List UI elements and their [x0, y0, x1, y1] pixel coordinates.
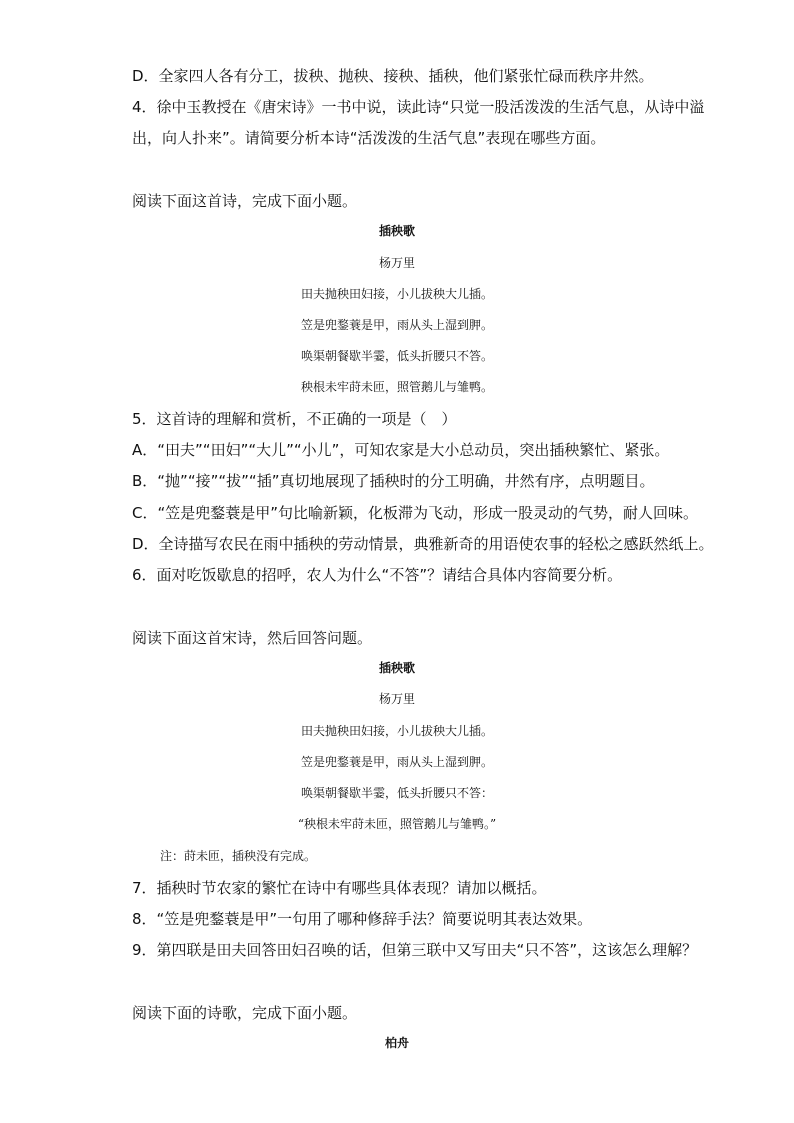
- poem-1-line-4: 秧根未牢莳未匝，照管鹅儿与雏鸭。: [300, 380, 493, 394]
- question-9: 9．第四联是田夫回答田妇召唤的话，但第三联中又写田夫“只不答”，这该怎么理解？: [132, 941, 698, 959]
- question-6: 6．面对吃饭歇息的招呼，农人为什么“不答”？请结合具体内容简要分析。: [132, 566, 623, 584]
- poem-1-line-2: 笠是兜鍪蓑是甲，雨从头上湿到胛。: [300, 318, 493, 332]
- poem-author-1: 杨万里: [378, 256, 415, 270]
- question-8: 8．“笠是兜鍪蓑是甲”一句用了哪种修辞手法？简要说明其表达效果。: [132, 910, 593, 928]
- option-d: D．全家四人各有分工，拔秧、抛秧、接秧、插秧，他们紧张忙碌而秩序井然。: [132, 67, 654, 85]
- poem-1-line-3: 唤渠朝餐歇半霎，低头折腰只不答。: [300, 349, 493, 363]
- reading-intro-1: 阅读下面这首诗，完成下面小题。: [132, 192, 358, 210]
- question-5-option-a: A．“田夫”“田妇”“大儿”“小儿”，可知农家是大小总动员，突出插秧繁忙、紧张。: [132, 441, 670, 459]
- question-5-option-c: C．“笠是兜鍪蓑是甲”句比喻新颖，化板滞为飞动，形成一股灵动的气势，耐人回味。: [132, 504, 699, 522]
- poem-2-line-2: 笠是兜鍪蓑是甲，雨从头上湿到胛。: [300, 755, 493, 769]
- question-4-line-2: 出，向人扑来”。请简要分析本诗“活泼泼的生活气息”表现在哪些方面。: [132, 129, 606, 147]
- question-4-line-1: 4．徐中玉教授在《唐宋诗》一书中说，读此诗“只觉一股活泼泼的生活气息，从诗中溢: [132, 98, 705, 116]
- poem-author-2: 杨万里: [378, 692, 415, 706]
- poem-title-1: 插秧歌: [378, 224, 415, 238]
- poem-2-line-1: 田夫抛秧田妇接，小儿拔秧大儿插。: [300, 724, 493, 738]
- question-5: 5．这首诗的理解和赏析，不正确的一项是（ ）: [132, 410, 457, 428]
- poem-title-2: 插秧歌: [378, 661, 415, 675]
- poem-1-line-1: 田夫抛秧田妇接，小儿拔秧大儿插。: [300, 287, 493, 301]
- reading-intro-2: 阅读下面这首宋诗，然后回答问题。: [132, 629, 373, 647]
- reading-intro-3: 阅读下面的诗歌，完成下面小题。: [132, 1004, 358, 1022]
- poem-title-3: 柏舟: [384, 1036, 409, 1050]
- question-7: 7．插秧时节农家的繁忙在诗中有哪些具体表现？请加以概括。: [132, 879, 547, 897]
- poem-note: 注：莳未匝，插秧没有完成。: [160, 849, 317, 863]
- poem-2-line-3: 唤渠朝餐歇半霎，低头折腰只不答：: [300, 786, 493, 800]
- question-5-option-b: B．“抛”“接”“拔”“插”真切地展现了插秧时的分工明确，井然有序，点明题目。: [132, 472, 655, 490]
- poem-2-line-4: “秧根未牢莳未匝，照管鹅儿与雏鸭。”: [297, 817, 497, 831]
- question-5-option-d: D．全诗描写农民在雨中插秧的劳动情景，典雅新奇的用语使农事的轻松之感跃然纸上。: [132, 535, 714, 553]
